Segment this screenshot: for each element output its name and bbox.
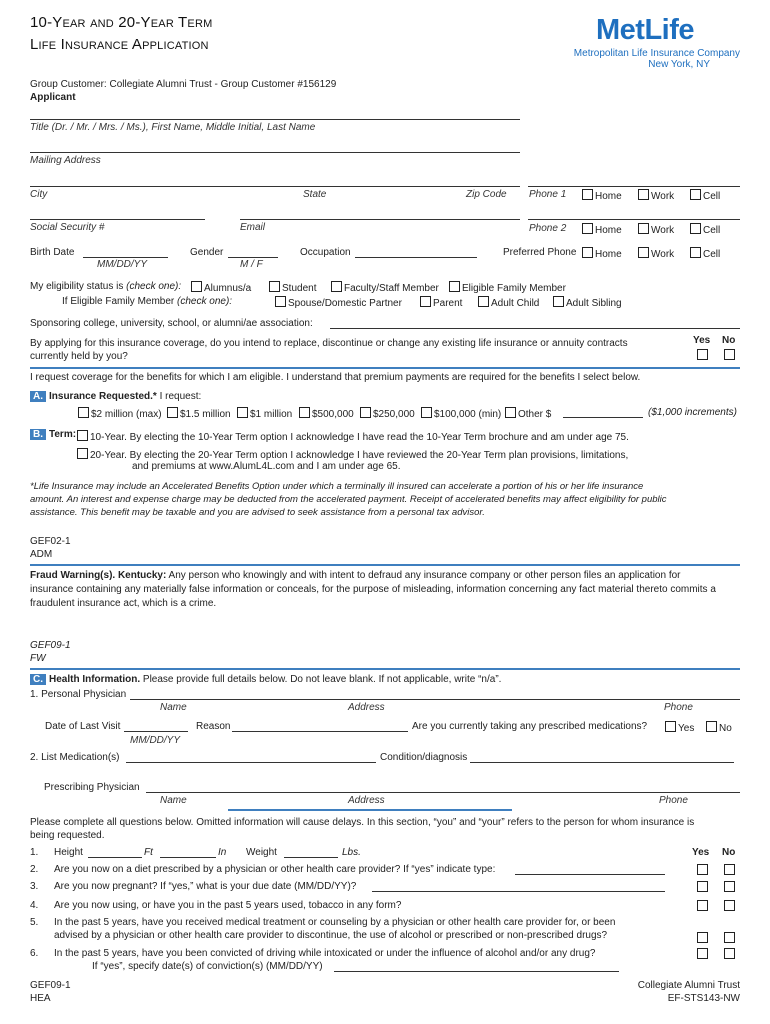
- name-input-line[interactable]: [30, 119, 520, 120]
- weight-line[interactable]: [284, 857, 338, 858]
- cell-label: Cell: [703, 249, 721, 260]
- checkbox[interactable]: [269, 281, 280, 292]
- phone1-input-line[interactable]: [528, 186, 740, 187]
- phone1-work[interactable]: [638, 189, 674, 202]
- fraud-text: Any person who knowingly and with intent to defraud any insurance company or other person files an application for: [166, 570, 681, 581]
- birth-date-format: MM/DD/YY: [97, 259, 147, 270]
- work-label: Work: [651, 249, 675, 260]
- city-label: City: [30, 189, 48, 200]
- checkbox[interactable]: [78, 407, 89, 418]
- elig-family[interactable]: [449, 281, 566, 294]
- preferred-home[interactable]: [582, 247, 622, 260]
- q3-yes-checkbox[interactable]: [697, 881, 710, 894]
- footer-form-number: EF-STS143-NW: [667, 993, 740, 1004]
- checkbox[interactable]: [638, 247, 649, 258]
- state-label: State: [303, 189, 327, 200]
- family-label: [62, 296, 232, 307]
- checkbox[interactable]: [582, 223, 593, 234]
- elig-faculty[interactable]: [331, 281, 439, 294]
- mailing-label: Mailing Address: [30, 155, 101, 166]
- option-label: $2 million (max): [91, 409, 162, 420]
- checkbox[interactable]: [420, 296, 431, 307]
- q4-no-checkbox[interactable]: [724, 900, 737, 913]
- q3-text: Are you now pregnant? If “yes,” what is your due date (MM/DD/YY)?: [54, 881, 357, 892]
- family-text: If Eligible Family Member: [62, 296, 178, 307]
- checkbox[interactable]: [582, 189, 593, 200]
- gender-format: M / F: [240, 259, 263, 270]
- section-b-label: Term:: [49, 429, 77, 440]
- other-amount-line[interactable]: [563, 417, 643, 418]
- medications-input-line[interactable]: [126, 762, 376, 763]
- option-label: 10-Year. By electing the 10-Year Term option I acknowledge I have read the 10-Year Term brochure and am under age 75.: [90, 432, 629, 443]
- checkbox[interactable]: [237, 407, 248, 418]
- q3-input-line[interactable]: [372, 891, 665, 892]
- height-ft-line[interactable]: [88, 857, 142, 858]
- code-adm: ADM: [30, 549, 53, 560]
- physician-name-label: Name: [160, 702, 187, 713]
- checkbox[interactable]: [299, 407, 310, 418]
- prescribing-name-label: Name: [160, 795, 187, 806]
- home-label: Home: [595, 249, 622, 260]
- footnote-line3: assistance. This benefit may be taxable and you are advised to seek assistance from a personal tax advisor.: [30, 507, 485, 518]
- section-c-heading: [30, 674, 501, 685]
- height-in-line[interactable]: [160, 857, 216, 858]
- complete-note-2: being requested.: [30, 830, 105, 841]
- replace-question: By applying for this insurance coverage, do you intend to replace, discontinue or change any existing life insurance or annuity contracts: [30, 338, 628, 349]
- option-label: Other $: [518, 409, 552, 420]
- q2-no-checkbox[interactable]: [724, 864, 737, 877]
- fraud-warning: [30, 570, 681, 581]
- email-input-line[interactable]: [240, 219, 520, 220]
- section-c-text: Please provide full details below. Do not leave blank. If not applicable, write “n/a”.: [140, 674, 502, 685]
- home-label: Home: [595, 191, 622, 202]
- preferred-cell[interactable]: [690, 247, 720, 260]
- q6-yes-checkbox[interactable]: [697, 948, 710, 961]
- form-title-line1: 10-Year and 20-Year Term: [30, 14, 213, 31]
- name-label: Title (Dr. / Mr. / Mrs. / Ms.), First Name, Middle Initial, Last Name: [30, 122, 316, 133]
- amount-2m[interactable]: [78, 407, 162, 420]
- option-label: $500,000: [312, 409, 354, 420]
- term-20-year[interactable]: [77, 448, 628, 461]
- phone1-cell[interactable]: [690, 189, 720, 202]
- checkbox[interactable]: [77, 448, 88, 459]
- meds-no[interactable]: [706, 721, 732, 734]
- option-label: Eligible Family Member: [462, 283, 566, 294]
- option-label: Alumnus/a: [204, 283, 252, 294]
- q1-height-label: Height: [54, 847, 83, 858]
- work-label: Work: [651, 191, 675, 202]
- family-adult-child[interactable]: [478, 296, 539, 309]
- request-coverage-text: I request coverage for the benefits for which I am eligible. I understand that premium payments are required for the benefits I select below.: [30, 372, 641, 383]
- preferred-work[interactable]: [638, 247, 674, 260]
- term-20-year-2: and premiums at www.AlumL4L.com and I am under age 65.: [132, 461, 401, 472]
- meds-question: Are you currently taking any prescribed medications?: [412, 721, 648, 732]
- checkbox[interactable]: [331, 281, 342, 292]
- phone1-label: Phone 1: [529, 189, 567, 200]
- amount-250k[interactable]: [360, 407, 415, 420]
- prescribing-phone-label: Phone: [659, 795, 688, 806]
- work-label: Work: [651, 225, 675, 236]
- prescribing-address-label: Address: [348, 795, 385, 806]
- section-b-heading: [30, 429, 76, 440]
- option-label: $1.5 million: [180, 409, 231, 420]
- checkbox[interactable]: [421, 407, 432, 418]
- q6-input-line[interactable]: [334, 971, 619, 972]
- q6-text: In the past 5 years, have you been convicted of driving while intoxicated or under the influence of alcohol and/or any drug?: [54, 948, 596, 959]
- no-header: No: [722, 335, 736, 346]
- checkbox[interactable]: [665, 721, 676, 732]
- lbs-label: Lbs.: [342, 847, 361, 858]
- last-visit-format: MM/DD/YY: [130, 735, 180, 746]
- eligibility-text: My eligibility status is: [30, 281, 127, 292]
- elig-student[interactable]: [269, 281, 316, 294]
- checkbox[interactable]: [449, 281, 460, 292]
- q1-number: 1.: [30, 847, 39, 858]
- footer-trust: Collegiate Alumni Trust: [637, 980, 740, 991]
- option-label: $100,000 (min): [434, 409, 502, 420]
- sponsor-label: Sponsoring college, university, school, or alumni/ae association:: [30, 318, 313, 329]
- checkbox[interactable]: [690, 247, 701, 258]
- mailing-input-line[interactable]: [30, 152, 520, 153]
- section-divider: [30, 367, 740, 369]
- checkbox[interactable]: [690, 189, 701, 200]
- physician-phone-label: Phone: [664, 702, 693, 713]
- prescribing-physician-label: Prescribing Physician: [44, 782, 140, 793]
- yes-header: Yes: [693, 335, 711, 346]
- complete-note: Please complete all questions below. Omitted information will cause delays. In this section, “you” and “your” refers to the person for whom insurance is: [30, 817, 695, 828]
- checkbox[interactable]: [638, 189, 649, 200]
- amount-100k[interactable]: [421, 407, 501, 420]
- physician-address-label: Address: [348, 702, 385, 713]
- section-a-tag: A.: [30, 391, 46, 402]
- form-title-line2: Life Insurance Application: [30, 36, 209, 53]
- section-a-label: Insurance Requested.*: [49, 391, 157, 402]
- phone2-cell[interactable]: [690, 223, 720, 236]
- last-visit-label: Date of Last Visit: [45, 721, 121, 732]
- birth-date-label: Birth Date: [30, 247, 75, 258]
- cell-label: Cell: [703, 225, 721, 236]
- section-c-label: Health Information.: [49, 674, 141, 685]
- checkbox[interactable]: [360, 407, 371, 418]
- section-divider: [30, 564, 740, 566]
- q5-number: 5.: [30, 917, 39, 928]
- code-gef02: GEF02-1: [30, 536, 71, 547]
- amount-1-5m[interactable]: [167, 407, 231, 420]
- checkbox[interactable]: [77, 430, 88, 441]
- option-label: 20-Year. By electing the 20-Year Term option I acknowledge I have reviewed the 20-Year Term plan provisions, limitations,: [90, 450, 629, 461]
- fraud-warning-2: insurance containing any materially false information or conceals, for the purpose of misleading, information concerning any fact material thereto commits a: [30, 584, 716, 595]
- checkbox[interactable]: [191, 281, 202, 292]
- condition-label: Condition/diagnosis: [380, 752, 468, 763]
- checkbox[interactable]: [706, 721, 717, 732]
- metlife-logo: MetLife: [596, 14, 694, 46]
- phone2-label: Phone 2: [529, 223, 567, 234]
- option-label: $250,000: [373, 409, 415, 420]
- checkbox[interactable]: [638, 223, 649, 234]
- group-customer: Group Customer: Collegiate Alumni Trust - Group Customer #156129: [30, 79, 337, 90]
- ft-label: Ft: [144, 847, 153, 858]
- q4-number: 4.: [30, 900, 39, 911]
- checkbox[interactable]: [582, 247, 593, 258]
- replace-question-2: currently held by you?: [30, 351, 128, 362]
- option-label: $1 million: [250, 409, 293, 420]
- q2-input-line[interactable]: [515, 874, 665, 875]
- gender-input-line[interactable]: [228, 257, 278, 258]
- q4-text: Are you now using, or have you in the past 5 years used, tobacco in any form?: [54, 900, 402, 911]
- q2-text: Are you now on a diet prescribed by a physician or other health care provider? If “yes” indicate type:: [54, 864, 496, 875]
- q5-yes-checkbox[interactable]: [697, 932, 710, 945]
- weight-label: Weight: [246, 847, 277, 858]
- list-medications-label: 2. List Medication(s): [30, 752, 120, 763]
- phone2-work[interactable]: [638, 223, 674, 236]
- footnote-line2: amount. An interest and expense charge may be deducted from the accelerated payment. Receipt of accelerated benefits may affect eligibility for public: [30, 494, 667, 505]
- section-b-tag: B.: [30, 429, 46, 440]
- checkbox[interactable]: [275, 296, 286, 307]
- home-label: Home: [595, 225, 622, 236]
- replace-no-checkbox[interactable]: [724, 349, 737, 362]
- family-parent[interactable]: [420, 296, 462, 309]
- family-adult-sibling[interactable]: [553, 296, 622, 309]
- prescribing-input-line[interactable]: [146, 792, 740, 793]
- zip-label: Zip Code: [466, 189, 507, 200]
- term-10-year[interactable]: [77, 430, 629, 443]
- applicant-heading: Applicant: [30, 92, 76, 103]
- occupation-input-line[interactable]: [355, 257, 477, 258]
- option-label: Parent: [433, 298, 463, 309]
- condition-input-line[interactable]: [470, 762, 734, 763]
- option-label: Student: [282, 283, 317, 294]
- increments-note: ($1,000 increments): [648, 407, 737, 418]
- elig-alumnus[interactable]: [191, 281, 251, 294]
- q6-number: 6.: [30, 948, 39, 959]
- no-label: No: [719, 723, 732, 734]
- footnote-line1: *Life Insurance may include an Accelerated Benefits Option under which a terminally ill insured can accelerate a portion of his or her life insurance: [30, 481, 644, 492]
- ssn-label: Social Security #: [30, 222, 105, 233]
- option-label: Adult Child: [491, 298, 540, 309]
- short-divider: [228, 809, 512, 811]
- code-gef09: GEF09-1: [30, 640, 71, 651]
- company-location: New York, NY: [648, 59, 710, 70]
- occupation-label: Occupation: [300, 247, 351, 258]
- phone2-home[interactable]: [582, 223, 622, 236]
- phone1-home[interactable]: [582, 189, 622, 202]
- birth-date-input-line[interactable]: [83, 257, 168, 258]
- section-divider: [30, 668, 740, 670]
- footer-code-2: HEA: [30, 993, 51, 1004]
- no-header-2: No: [722, 847, 736, 858]
- q5-no-checkbox[interactable]: [724, 932, 737, 945]
- replace-yes-checkbox[interactable]: [697, 349, 710, 362]
- q2-yes-checkbox[interactable]: [697, 864, 710, 877]
- reason-input-line[interactable]: [232, 731, 408, 732]
- cell-label: Cell: [703, 191, 721, 202]
- checkbox[interactable]: [690, 223, 701, 234]
- company-name: Metropolitan Life Insurance Company: [573, 48, 740, 59]
- eligibility-check-one: (check one):: [126, 281, 182, 292]
- checkbox[interactable]: [505, 407, 516, 418]
- q5-text: In the past 5 years, have you received medical treatment or counseling by a physician or other health care provider for, or been: [54, 917, 616, 928]
- q6-no-checkbox[interactable]: [724, 948, 737, 961]
- option-label: Adult Sibling: [566, 298, 622, 309]
- section-a-heading: [30, 391, 201, 402]
- fraud-label: Fraud Warning(s). Kentucky:: [30, 570, 167, 581]
- q2-number: 2.: [30, 864, 39, 875]
- city-input-line[interactable]: [30, 186, 520, 187]
- code-fw: FW: [30, 653, 46, 664]
- ssn-input-line[interactable]: [30, 219, 205, 220]
- reason-label: Reason: [196, 721, 231, 732]
- in-label: In: [218, 847, 227, 858]
- email-label: Email: [240, 222, 266, 233]
- family-spouse[interactable]: [275, 296, 402, 309]
- q5-text-2: advised by a physician or other health care provider to discontinue, the use of alcohol or prescribed or non-prescribed drugs?: [54, 930, 608, 941]
- physician-input-line[interactable]: [130, 699, 740, 700]
- sponsor-input-line[interactable]: [330, 328, 740, 329]
- amount-500k[interactable]: [299, 407, 354, 420]
- checkbox[interactable]: [553, 296, 564, 307]
- footer-code-1: GEF09-1: [30, 980, 71, 991]
- q6-text-2: If “yes”, specify date(s) of conviction(s) (MM/DD/YY): [92, 961, 323, 972]
- meds-yes[interactable]: [665, 721, 694, 734]
- section-a-sub: I request:: [156, 391, 202, 402]
- q4-yes-checkbox[interactable]: [697, 900, 710, 913]
- personal-physician-label: 1. Personal Physician: [30, 689, 127, 700]
- yes-header-2: Yes: [692, 847, 710, 858]
- last-visit-input-line[interactable]: [124, 731, 188, 732]
- family-check-one: (check one):: [177, 296, 233, 307]
- option-label: Faculty/Staff Member: [344, 283, 439, 294]
- amount-1m[interactable]: [237, 407, 292, 420]
- checkbox[interactable]: [478, 296, 489, 307]
- q3-no-checkbox[interactable]: [724, 881, 737, 894]
- phone2-input-line[interactable]: [528, 219, 740, 220]
- preferred-phone-label: Preferred Phone: [503, 247, 577, 258]
- fraud-warning-3: fraudulent insurance act, which is a crime.: [30, 598, 217, 609]
- q3-number: 3.: [30, 881, 39, 892]
- option-label: Spouse/Domestic Partner: [288, 298, 402, 309]
- eligibility-label: [30, 281, 181, 292]
- section-c-tag: C.: [30, 674, 46, 685]
- amount-other[interactable]: [505, 407, 551, 420]
- gender-label: Gender: [190, 247, 224, 258]
- yes-label: Yes: [678, 723, 695, 734]
- checkbox[interactable]: [167, 407, 178, 418]
